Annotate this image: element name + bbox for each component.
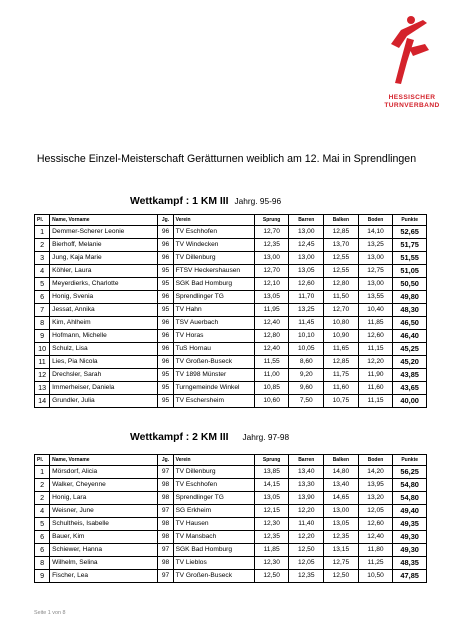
cell-club: FTSV Heckershausen: [173, 265, 254, 278]
cell-name: Jung, Kaja Marie: [50, 252, 158, 265]
table-row: [35, 252, 427, 265]
cell-bars: 11,70: [289, 291, 324, 304]
cell-points: 54,80: [393, 492, 427, 505]
cell-vault: 11,55: [254, 356, 289, 369]
cell-club: TV Windecken: [173, 239, 254, 252]
cell-birth-year: 95: [158, 369, 173, 382]
cell-vault: 13,05: [254, 291, 289, 304]
cell-points: 51,75: [393, 239, 427, 252]
column-header-birth-year: Jg.: [158, 215, 173, 226]
cell-name: Schultheis, Isabelle: [50, 518, 158, 531]
cell-name: Jessat, Annika: [50, 304, 158, 317]
cell-bars: 13,90: [289, 492, 324, 505]
cell-vault: 12,10: [254, 278, 289, 291]
table-row: [35, 557, 427, 570]
cell-placing: 5: [35, 278, 50, 291]
cell-beam: 13,15: [324, 544, 359, 557]
cell-beam: 10,75: [324, 395, 359, 408]
cell-floor: 13,55: [358, 291, 393, 304]
cell-name: Honig, Lara: [50, 492, 158, 505]
cell-birth-year: 98: [158, 518, 173, 531]
cell-beam: 13,40: [324, 479, 359, 492]
cell-beam: 13,05: [324, 518, 359, 531]
cell-bars: 9,60: [289, 382, 324, 395]
cell-placing: 2: [35, 479, 50, 492]
cell-birth-year: 96: [158, 252, 173, 265]
cell-birth-year: 97: [158, 544, 173, 557]
cell-points: 51,05: [393, 265, 427, 278]
logo-line-1: HESSISCHER: [388, 94, 436, 101]
cell-bars: 11,40: [289, 518, 324, 531]
cell-floor: 13,00: [358, 252, 393, 265]
table-row: [35, 544, 427, 557]
column-header-points: Punkte: [393, 215, 427, 226]
cell-name: Wilhelm, Selina: [50, 557, 158, 570]
cell-birth-year: 96: [158, 226, 173, 239]
cell-points: 49,35: [393, 518, 427, 531]
cell-placing: 10: [35, 343, 50, 356]
cell-club: TV 1898 Münster: [173, 369, 254, 382]
column-header-floor: Boden: [358, 455, 393, 466]
column-header-placing: Pl.: [35, 215, 50, 226]
cell-club: TV Dillenburg: [173, 252, 254, 265]
cell-placing: 2: [35, 492, 50, 505]
cell-club: Sprendlinger TG: [173, 291, 254, 304]
cell-birth-year: 98: [158, 557, 173, 570]
cell-name: Lies, Pia Nicola: [50, 356, 158, 369]
table-row: [35, 291, 427, 304]
competition-1-results-table: [34, 214, 427, 408]
cell-placing: 9: [35, 330, 50, 343]
cell-club: TV Eschersheim: [173, 395, 254, 408]
cell-birth-year: 95: [158, 265, 173, 278]
column-header-bars: Barren: [289, 215, 324, 226]
cell-club: SGK Bad Homburg: [173, 278, 254, 291]
table-header-row: [35, 215, 427, 226]
competition-1-year: Jahrg. 95-96: [234, 196, 282, 206]
cell-placing: 1: [35, 466, 50, 479]
cell-floor: 11,15: [358, 395, 393, 408]
cell-beam: 12,35: [324, 531, 359, 544]
cell-name: Meyerdierks, Charlotte: [50, 278, 158, 291]
cell-beam: 12,85: [324, 226, 359, 239]
cell-bars: 13,30: [289, 479, 324, 492]
table-row: [35, 531, 427, 544]
table-row: [35, 226, 427, 239]
cell-floor: 11,15: [358, 343, 393, 356]
cell-placing: 14: [35, 395, 50, 408]
cell-club: TSV Auerbach: [173, 317, 254, 330]
cell-placing: 2: [35, 239, 50, 252]
cell-vault: 14,15: [254, 479, 289, 492]
cell-bars: 7,50: [289, 395, 324, 408]
cell-placing: 5: [35, 518, 50, 531]
cell-birth-year: 98: [158, 492, 173, 505]
cell-points: 45,20: [393, 356, 427, 369]
cell-birth-year: 97: [158, 466, 173, 479]
cell-bars: 12,45: [289, 239, 324, 252]
cell-vault: 12,70: [254, 226, 289, 239]
page-footer: Seite 1 von 8: [34, 610, 66, 616]
cell-bars: 13,00: [289, 252, 324, 265]
cell-birth-year: 96: [158, 356, 173, 369]
cell-club: Turngemeinde Winkel: [173, 382, 254, 395]
cell-birth-year: 95: [158, 304, 173, 317]
cell-points: 46,40: [393, 330, 427, 343]
table-row: [35, 492, 427, 505]
cell-floor: 13,95: [358, 479, 393, 492]
cell-club: TV Großen-Buseck: [173, 570, 254, 583]
cell-name: Grundler, Julia: [50, 395, 158, 408]
cell-name: Demmer-Scherer Leonie: [50, 226, 158, 239]
cell-bars: 13,00: [289, 226, 324, 239]
cell-vault: 13,85: [254, 466, 289, 479]
cell-beam: 12,75: [324, 557, 359, 570]
column-header-beam: Balken: [324, 455, 359, 466]
cell-bars: 12,50: [289, 544, 324, 557]
cell-club: TuS Hornau: [173, 343, 254, 356]
cell-floor: 11,25: [358, 557, 393, 570]
cell-birth-year: 96: [158, 343, 173, 356]
cell-placing: 7: [35, 304, 50, 317]
cell-floor: 14,10: [358, 226, 393, 239]
cell-vault: 12,15: [254, 505, 289, 518]
cell-name: Honig, Svenia: [50, 291, 158, 304]
cell-name: Kim, Ahlheim: [50, 317, 158, 330]
cell-placing: 12: [35, 369, 50, 382]
cell-vault: 13,00: [254, 252, 289, 265]
cell-bars: 13,25: [289, 304, 324, 317]
cell-club: TV Lieblos: [173, 557, 254, 570]
cell-beam: 14,65: [324, 492, 359, 505]
cell-floor: 12,40: [358, 531, 393, 544]
cell-points: 49,40: [393, 505, 427, 518]
cell-vault: 12,50: [254, 570, 289, 583]
cell-points: 54,80: [393, 479, 427, 492]
cell-points: 51,55: [393, 252, 427, 265]
cell-beam: 11,60: [324, 382, 359, 395]
cell-points: 45,25: [393, 343, 427, 356]
table-row: [35, 239, 427, 252]
table-row: [35, 479, 427, 492]
cell-name: Schiewer, Hanna: [50, 544, 158, 557]
cell-points: 47,85: [393, 570, 427, 583]
cell-name: Immerheiser, Daniela: [50, 382, 158, 395]
column-header-beam: Balken: [324, 215, 359, 226]
cell-club: TV Eschhofen: [173, 226, 254, 239]
gymnast-emblem-icon: [385, 14, 433, 92]
competition-2-year: Jahrg. 97-98: [242, 432, 290, 442]
cell-floor: 12,20: [358, 356, 393, 369]
table-row: [35, 505, 427, 518]
cell-bars: 12,35: [289, 570, 324, 583]
cell-floor: 10,50: [358, 570, 393, 583]
cell-placing: 4: [35, 265, 50, 278]
column-header-bars: Barren: [289, 455, 324, 466]
competition-2-results-table: [34, 454, 427, 583]
cell-bars: 11,45: [289, 317, 324, 330]
cell-vault: 10,85: [254, 382, 289, 395]
cell-birth-year: 96: [158, 239, 173, 252]
cell-floor: 10,40: [358, 304, 393, 317]
cell-floor: 12,05: [358, 505, 393, 518]
cell-club: SGK Bad Homburg: [173, 544, 254, 557]
cell-beam: 11,75: [324, 369, 359, 382]
competition-2-title: Wettkampf : 2 KM III: [130, 432, 229, 443]
cell-points: 40,00: [393, 395, 427, 408]
cell-bars: 12,05: [289, 557, 324, 570]
cell-points: 49,30: [393, 544, 427, 557]
cell-placing: 13: [35, 382, 50, 395]
cell-birth-year: 96: [158, 330, 173, 343]
cell-name: Bauer, Kim: [50, 531, 158, 544]
cell-placing: 4: [35, 505, 50, 518]
table-row: [35, 304, 427, 317]
cell-name: Fischer, Lea: [50, 570, 158, 583]
table-row: [35, 466, 427, 479]
cell-name: Hofmann, Michelle: [50, 330, 158, 343]
cell-beam: 13,00: [324, 505, 359, 518]
column-header-floor: Boden: [358, 215, 393, 226]
table-row: [35, 570, 427, 583]
cell-placing: 11: [35, 356, 50, 369]
cell-club: TV Horas: [173, 330, 254, 343]
cell-birth-year: 96: [158, 291, 173, 304]
column-header-club: Verein: [173, 455, 254, 466]
cell-beam: 12,80: [324, 278, 359, 291]
cell-bars: 13,40: [289, 466, 324, 479]
cell-beam: 13,70: [324, 239, 359, 252]
cell-club: TV Eschhofen: [173, 479, 254, 492]
table-header-row: [35, 455, 427, 466]
cell-beam: 12,55: [324, 265, 359, 278]
cell-club: Sprendlinger TG: [173, 492, 254, 505]
cell-birth-year: 95: [158, 382, 173, 395]
cell-floor: 13,25: [358, 239, 393, 252]
cell-birth-year: 95: [158, 395, 173, 408]
cell-birth-year: 98: [158, 479, 173, 492]
cell-floor: 11,60: [358, 382, 393, 395]
cell-vault: 12,35: [254, 239, 289, 252]
cell-points: 43,65: [393, 382, 427, 395]
cell-points: 48,30: [393, 304, 427, 317]
table-row: [35, 382, 427, 395]
cell-club: TV Hahn: [173, 304, 254, 317]
cell-points: 46,50: [393, 317, 427, 330]
cell-club: SG Erkheim: [173, 505, 254, 518]
cell-beam: 14,80: [324, 466, 359, 479]
column-header-name: Name, Vorname: [50, 455, 158, 466]
cell-vault: 11,00: [254, 369, 289, 382]
cell-points: 50,50: [393, 278, 427, 291]
cell-floor: 11,80: [358, 544, 393, 557]
table-row: [35, 518, 427, 531]
cell-floor: 11,90: [358, 369, 393, 382]
cell-beam: 10,80: [324, 317, 359, 330]
cell-floor: 11,85: [358, 317, 393, 330]
column-header-name: Name, Vorname: [50, 215, 158, 226]
cell-bars: 12,20: [289, 531, 324, 544]
cell-placing: 1: [35, 226, 50, 239]
cell-beam: 12,85: [324, 356, 359, 369]
cell-club: TV Mansbach: [173, 531, 254, 544]
table-row: [35, 278, 427, 291]
cell-name: Walker, Cheyenne: [50, 479, 158, 492]
cell-floor: 12,75: [358, 265, 393, 278]
table-row: [35, 330, 427, 343]
cell-points: 49,30: [393, 531, 427, 544]
cell-beam: 12,70: [324, 304, 359, 317]
cell-beam: 12,50: [324, 570, 359, 583]
column-header-club: Verein: [173, 215, 254, 226]
cell-bars: 12,20: [289, 505, 324, 518]
cell-name: Drechsler, Sarah: [50, 369, 158, 382]
cell-birth-year: 98: [158, 531, 173, 544]
cell-floor: 12,60: [358, 518, 393, 531]
cell-floor: 12,60: [358, 330, 393, 343]
cell-bars: 13,05: [289, 265, 324, 278]
cell-placing: 6: [35, 544, 50, 557]
table-row: [35, 265, 427, 278]
cell-bars: 8,60: [289, 356, 324, 369]
cell-vault: 11,95: [254, 304, 289, 317]
column-header-placing: Pl.: [35, 455, 50, 466]
competition-1-title: Wettkampf : 1 KM III: [130, 196, 229, 207]
cell-vault: 12,30: [254, 518, 289, 531]
cell-birth-year: 95: [158, 278, 173, 291]
table-row: [35, 369, 427, 382]
cell-beam: 11,65: [324, 343, 359, 356]
table-row: [35, 395, 427, 408]
cell-bars: 9,20: [289, 369, 324, 382]
cell-placing: 3: [35, 252, 50, 265]
cell-beam: 10,90: [324, 330, 359, 343]
logo-wordmark: [376, 94, 448, 110]
column-header-vault: Sprung: [254, 455, 289, 466]
cell-name: Schulz, Lisa: [50, 343, 158, 356]
cell-birth-year: 97: [158, 570, 173, 583]
table-row: [35, 317, 427, 330]
hessischer-turnverband-logo: [385, 14, 433, 92]
cell-beam: 12,55: [324, 252, 359, 265]
cell-name: Weisner, June: [50, 505, 158, 518]
cell-name: Köhler, Laura: [50, 265, 158, 278]
cell-bars: 10,05: [289, 343, 324, 356]
cell-points: 56,25: [393, 466, 427, 479]
cell-points: 48,35: [393, 557, 427, 570]
cell-bars: 12,60: [289, 278, 324, 291]
cell-club: TV Großen-Buseck: [173, 356, 254, 369]
cell-vault: 11,85: [254, 544, 289, 557]
cell-placing: 9: [35, 570, 50, 583]
cell-name: Bierhoff, Melanie: [50, 239, 158, 252]
table-row: [35, 343, 427, 356]
logo-line-2: TURNVERBAND: [384, 102, 440, 109]
column-header-points: Punkte: [393, 455, 427, 466]
cell-beam: 11,50: [324, 291, 359, 304]
cell-club: TV Hausen: [173, 518, 254, 531]
cell-placing: 6: [35, 291, 50, 304]
cell-points: 43,85: [393, 369, 427, 382]
cell-floor: 14,20: [358, 466, 393, 479]
cell-club: TV Dillenburg: [173, 466, 254, 479]
cell-points: 52,65: [393, 226, 427, 239]
cell-vault: 12,80: [254, 330, 289, 343]
cell-vault: 12,35: [254, 531, 289, 544]
document-title: Hessische Einzel-Meisterschaft Gerätturnen weiblich am 12. Mai in Sprendlingen: [36, 153, 417, 165]
column-header-vault: Sprung: [254, 215, 289, 226]
cell-birth-year: 97: [158, 505, 173, 518]
cell-vault: 12,70: [254, 265, 289, 278]
cell-placing: 6: [35, 531, 50, 544]
column-header-birth-year: Jg.: [158, 455, 173, 466]
cell-vault: 12,40: [254, 343, 289, 356]
competition-1-heading: [130, 196, 281, 207]
cell-birth-year: 96: [158, 317, 173, 330]
cell-points: 49,80: [393, 291, 427, 304]
cell-vault: 12,40: [254, 317, 289, 330]
cell-vault: 12,30: [254, 557, 289, 570]
cell-floor: 13,20: [358, 492, 393, 505]
cell-vault: 13,05: [254, 492, 289, 505]
cell-floor: 13,00: [358, 278, 393, 291]
cell-name: Mörsdorf, Alicia: [50, 466, 158, 479]
cell-vault: 10,60: [254, 395, 289, 408]
cell-placing: 8: [35, 317, 50, 330]
cell-bars: 10,10: [289, 330, 324, 343]
competition-2-heading: [130, 432, 289, 443]
table-row: [35, 356, 427, 369]
cell-placing: 8: [35, 557, 50, 570]
